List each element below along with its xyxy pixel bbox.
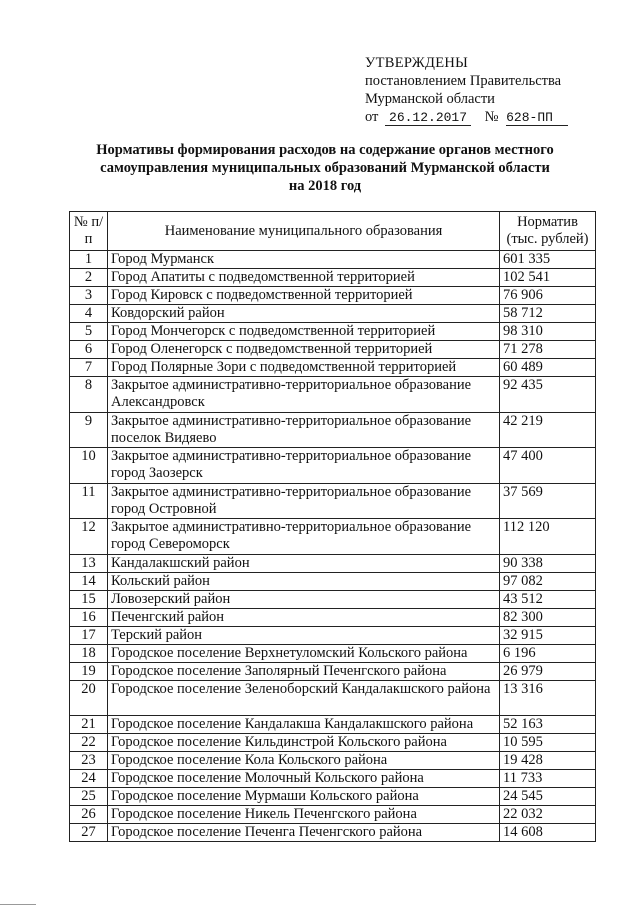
row-name: Городское поселение Молочный Кольского района: [108, 770, 500, 788]
row-value: 37 569: [500, 483, 596, 519]
table-row: [70, 519, 596, 555]
approval-line-2: Мурманской области: [365, 91, 495, 107]
row-num: 13: [70, 554, 108, 572]
row-name: Город Мурманск: [108, 251, 500, 269]
row-value: 76 906: [500, 287, 596, 305]
row-value: 112 120: [500, 519, 596, 555]
row-num: 24: [70, 770, 108, 788]
document-title: [60, 141, 590, 195]
row-name: Городское поселение Заполярный Печенгского района: [108, 662, 500, 680]
table-row: [70, 359, 596, 377]
row-num: 7: [70, 359, 108, 377]
row-value: 97 082: [500, 572, 596, 590]
row-name: Городское поселение Кола Кольского района: [108, 752, 500, 770]
row-value: 42 219: [500, 412, 596, 448]
table-row: [70, 572, 596, 590]
row-name: Городское поселение Никель Печенгского района: [108, 806, 500, 824]
row-value: 24 545: [500, 788, 596, 806]
row-num: 18: [70, 644, 108, 662]
row-name: Ковдорский район: [108, 305, 500, 323]
row-num: 3: [70, 287, 108, 305]
approval-heading: УТВЕРЖДЕНЫ: [365, 55, 469, 71]
table-row: [70, 788, 596, 806]
date-prefix: от: [365, 109, 379, 125]
row-value: 601 335: [500, 251, 596, 269]
table-row: [70, 483, 596, 519]
table-row: [70, 554, 596, 572]
title-line-2: самоуправления муниципальных образований Мурманской области: [100, 160, 550, 176]
table-row: [70, 806, 596, 824]
title-line-1: Нормативы формирования расходов на содержание органов местного: [96, 142, 554, 158]
row-name: Кольский район: [108, 572, 500, 590]
row-name: Закрытое административно-территориальное образование поселок Видяево: [108, 412, 500, 448]
row-name: Город Кировск с подведомственной территорией: [108, 287, 500, 305]
row-value: 82 300: [500, 608, 596, 626]
table-row: [70, 608, 596, 626]
header-num: № п/п: [70, 212, 108, 251]
row-value: 47 400: [500, 448, 596, 484]
table-row: [70, 251, 596, 269]
approval-date-line: [365, 108, 568, 126]
row-name: Кандалакшский район: [108, 554, 500, 572]
row-num: 20: [70, 680, 108, 716]
table-row: [70, 716, 596, 734]
table-row: [70, 824, 596, 842]
row-name: Город Полярные Зори с подведомственной территорией: [108, 359, 500, 377]
number-prefix: №: [484, 109, 499, 125]
row-name: Терский район: [108, 626, 500, 644]
row-name: Закрытое административно-территориальное образование город Североморск: [108, 519, 500, 555]
row-num: 22: [70, 734, 108, 752]
row-value: 60 489: [500, 359, 596, 377]
row-value: 58 712: [500, 305, 596, 323]
row-num: 19: [70, 662, 108, 680]
table-row: [70, 590, 596, 608]
table-row: [70, 680, 596, 716]
row-num: 6: [70, 341, 108, 359]
table-row: [70, 269, 596, 287]
row-value: 10 595: [500, 734, 596, 752]
row-num: 5: [70, 323, 108, 341]
row-num: 21: [70, 716, 108, 734]
approval-line-1: постановлением Правительства: [365, 73, 562, 89]
row-name: Ловозерский район: [108, 590, 500, 608]
row-name: Городское поселение Печенга Печенгского района: [108, 824, 500, 842]
table-row: [70, 662, 596, 680]
row-value: 90 338: [500, 554, 596, 572]
row-name: Город Апатиты с подведомственной территорией: [108, 269, 500, 287]
table-row: [70, 770, 596, 788]
row-name: Городское поселение Мурмаши Кольского района: [108, 788, 500, 806]
row-num: 27: [70, 824, 108, 842]
row-num: 14: [70, 572, 108, 590]
row-value: 102 541: [500, 269, 596, 287]
table-row: [70, 734, 596, 752]
row-name: Закрытое административно-территориальное образование город Заозерск: [108, 448, 500, 484]
row-num: 10: [70, 448, 108, 484]
row-value: 6 196: [500, 644, 596, 662]
row-name: Город Мончегорск с подведомственной территорией: [108, 323, 500, 341]
approval-number: 628-ПП: [506, 110, 568, 126]
row-name: Городское поселение Зеленоборский Кандалакшского района: [108, 680, 500, 716]
row-name: Городское поселение Кильдинстрой Кольского района: [108, 734, 500, 752]
row-value: 22 032: [500, 806, 596, 824]
table-row: [70, 412, 596, 448]
row-num: 16: [70, 608, 108, 626]
row-name: Закрытое административно-территориальное образование Александровск: [108, 377, 500, 413]
row-value: 52 163: [500, 716, 596, 734]
table-row: [70, 752, 596, 770]
header-name: Наименование муниципального образования: [108, 212, 500, 251]
row-num: 23: [70, 752, 108, 770]
row-value: 92 435: [500, 377, 596, 413]
row-num: 25: [70, 788, 108, 806]
table-row: [70, 448, 596, 484]
header-value: Норматив (тыс. рублей): [500, 212, 596, 251]
row-num: 9: [70, 412, 108, 448]
row-value: 32 915: [500, 626, 596, 644]
table-row: [70, 305, 596, 323]
row-name: Городское поселение Кандалакша Кандалакшского района: [108, 716, 500, 734]
row-num: 2: [70, 269, 108, 287]
row-value: 19 428: [500, 752, 596, 770]
row-value: 26 979: [500, 662, 596, 680]
row-name: Печенгский район: [108, 608, 500, 626]
table-row: [70, 287, 596, 305]
row-num: 15: [70, 590, 108, 608]
approval-date: 26.12.2017: [385, 110, 471, 126]
table-row: [70, 323, 596, 341]
norms-table: [69, 211, 596, 842]
row-name: Город Оленегорск с подведомственной территорией: [108, 341, 500, 359]
table-row: [70, 626, 596, 644]
approval-block: [365, 54, 568, 126]
row-name: Закрытое административно-территориальное образование город Островной: [108, 483, 500, 519]
row-num: 8: [70, 377, 108, 413]
table-header-row: [70, 212, 596, 251]
table-row: [70, 377, 596, 413]
row-num: 4: [70, 305, 108, 323]
row-value: 11 733: [500, 770, 596, 788]
row-num: 1: [70, 251, 108, 269]
row-value: 98 310: [500, 323, 596, 341]
row-num: 12: [70, 519, 108, 555]
row-value: 14 608: [500, 824, 596, 842]
row-value: 71 278: [500, 341, 596, 359]
table-row: [70, 341, 596, 359]
title-line-3: на 2018 год: [288, 178, 362, 194]
table-row: [70, 644, 596, 662]
row-value: 13 316: [500, 680, 596, 716]
row-num: 11: [70, 483, 108, 519]
row-value: 43 512: [500, 590, 596, 608]
row-name: Городское поселение Верхнетуломский Кольского района: [108, 644, 500, 662]
row-num: 17: [70, 626, 108, 644]
row-num: 26: [70, 806, 108, 824]
